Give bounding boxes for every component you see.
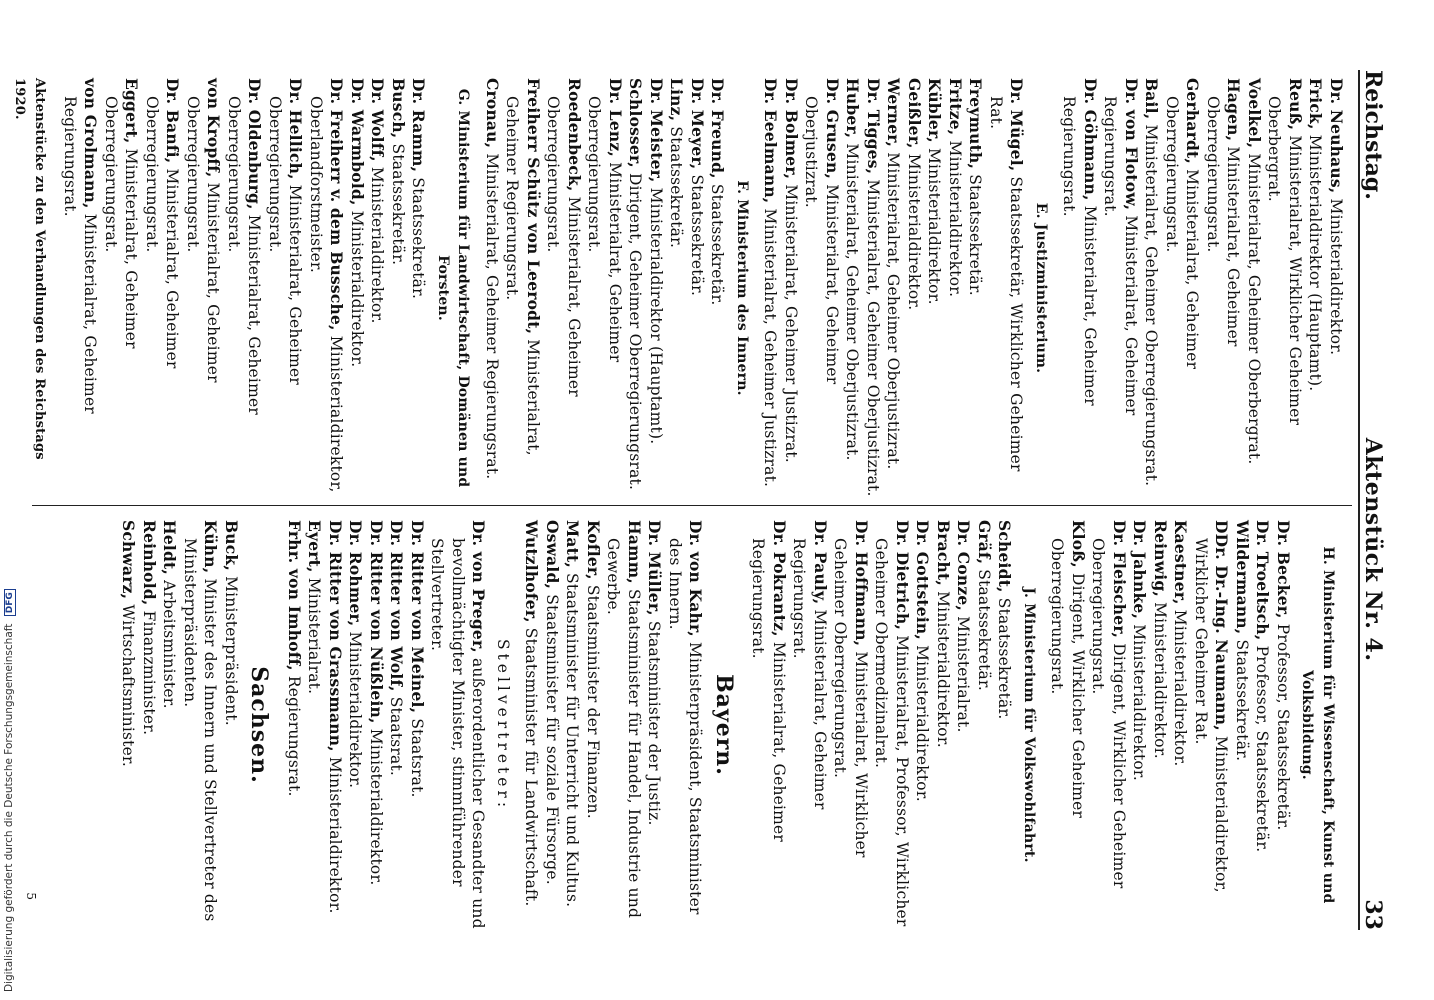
entry-name: Dr. Freiherr v. dem Bussche, [327,78,347,331]
entry-name: Dr. Jahnke, [1130,520,1150,620]
entry-title: Ministerialdirektor. [925,142,944,305]
list-entry [1141,78,1162,498]
list-entry [842,78,863,498]
entry-name: Dr. Ritter von Wolf, [387,520,407,692]
entry-title: Ministerpräsident, Staatsminister des Innern. [666,538,705,915]
entry-title: Staatssekretär, Wirklicher Geheimer Rat. [987,96,1026,472]
entry-title: Professor, Staatssekretär. [1253,640,1272,853]
bayern-list [521,520,706,930]
entry-title: Wirtschaftsminister. [119,599,138,768]
entry-name: Hamm, [625,520,644,584]
entry-name: Oswald, [543,520,562,590]
entry-title: Ministerialrat, Geheimer Oberregierungsrat. [143,96,182,369]
entry-title: Professor, Staatssekretär. [1274,618,1292,831]
entry-name: Bracht, [934,520,953,586]
entry-name: Schlosser, [626,78,646,168]
entry-name: Kübler, [925,78,945,143]
entry-name: Reinhold, [140,520,159,606]
list-entry [1305,78,1326,498]
entry-name: Frick, [1306,78,1326,130]
list-entry [665,520,706,930]
list-entry [118,520,139,930]
list-entry [871,520,912,930]
side-credit-strip [0,0,20,1000]
entry-title: Ministerialrat, Geheimer Oberregierungsrat. [544,96,583,397]
entry-name: Dr. Ritter von Meinel, [408,520,427,714]
entry-name: Wildermann, [1233,520,1252,635]
entry-title: Regierungsrat. [285,670,303,797]
entry-title: Staatsrat. [387,691,406,777]
entry-title: Staatssekretär. [1233,634,1251,762]
entry-title: Ministerialrat, Geheimer Oberjustizrat. [864,174,882,497]
entry-title: Ministerialdirektor. [946,135,964,298]
entry-name: Dr. Müller, [645,520,665,616]
list-entry [502,78,543,498]
list-entry [183,78,224,498]
entry-title: Ministerialdirektor. [1171,604,1190,767]
entry-title: Ministerialrat, Geheimer Regierungsrat. [790,538,829,810]
list-entry [543,78,584,498]
list-entry [304,520,325,930]
entry-title: Dirigent, Geheimer Oberregierungsrat. [626,167,645,491]
list-entry [388,78,409,498]
entry-name: Kloß, [1069,520,1088,568]
list-entry [221,520,242,930]
entry-name: Dr. Troeltsch, [1253,520,1273,641]
entry-title: Staatsminister der Justiz. [645,615,664,826]
entry-title: Ministerialdirektor (Hauptamt). [647,182,665,445]
entry-title: Ministerialrat, Geheimer Justizrat. [761,203,780,488]
list-entry [367,78,388,498]
entry-name: Schwarz, [119,520,139,600]
entry-title: Staatsminister für Landwirtschaft. [522,622,541,907]
left-intro-list [1059,78,1346,498]
entry-name: Dr. Freund, [708,78,728,179]
entry-name: Bail, [1142,78,1162,120]
entry-name: von Kropff, [204,78,224,178]
entry-name: Dr. Hoffmann, [852,520,871,647]
entry-name: Dr. Meister, [647,78,666,183]
entry-title: Ministerialdirektor. [326,751,344,914]
list-entry [562,520,583,930]
entry-name: Dr. Mügel, [1007,78,1027,172]
bayern-title: Bayern. [711,674,737,776]
entry-title: Ministerialrat, Geheimer Oberregierungsrat. [225,96,264,415]
entry-title: Dirigent, Wirklicher Geheimer Oberregierungsrat. [1089,538,1128,889]
entry-title: Ministerialrat, Geheimer Oberregierungsrat. [102,96,141,349]
list-entry [325,520,346,930]
entry-title: Ministerialrat, Wirklicher Geheimer Oberbergrat. [1265,96,1304,426]
entry-name: Dr. Dietrich, [893,520,912,631]
list-entry [1264,78,1305,498]
entry-name: Buck, [222,520,241,571]
list-entry [1191,520,1232,930]
entry-title: Ministerialrat, Professor, Wirklicher Geheimer Obermedizinalrat. [872,538,911,927]
entry-title: Finanzminister. [140,605,158,736]
entry-name: Voelkel, [1245,78,1264,149]
entry-name: Dr. Ramm, [409,78,429,173]
list-entry [1047,520,1088,930]
entry-name: Scheidt, [995,520,1015,593]
entry-name: Fritze, [946,78,965,136]
list-entry [224,78,265,498]
entry-name: Dr. Conze, [954,520,974,611]
entry-title: Ministerialrat. [954,610,973,733]
entry-title: Ministerialrat, Geheimer Justizrat. [782,179,800,463]
list-entry [974,520,995,930]
entry-name: Eggert, [122,78,142,144]
entry-title: Staatssekretär. [708,178,727,306]
entry-name: Freiherr Schütz von Leerodt, [524,78,543,335]
list-entry [986,78,1027,498]
entry-name: Dr. Pokrantz, [770,520,789,637]
entry-title: Ministerialrat, Geheimer Regierungsrat. [1060,96,1099,406]
entry-name: Dr. Wolff, [368,78,388,162]
right-column [118,520,1346,930]
entry-title: Ministerialdirektor. [1130,619,1149,781]
page-number: 33 [1360,899,1386,930]
left-column [9,78,1347,498]
sachsen-title: Sachsen. [246,666,273,784]
entry-name: Frhr. von Imhoff, [285,520,304,671]
entry-name: Dr. Meyer, [688,78,707,170]
entry-name: Dr. Grusen, [823,78,842,180]
list-entry [366,520,387,930]
entry-title: Staatsminister für Handel, Industrie und Gewerbe. [604,538,643,919]
entry-name: Dr. Bolmer, [782,78,801,180]
entry-name: Cronau, [483,78,502,149]
list-entry [482,78,503,498]
entry-name: Hagen, [1224,78,1244,142]
list-entry [707,78,728,498]
section-f-title: F. Ministerium des Innern. [734,180,750,396]
list-entry [139,520,160,930]
entry-name: Busch, [389,78,408,139]
entry-name: Dr. Neuhaus, [1327,78,1346,194]
footer-note: Aktenstücke zu den Verhandlungen des Reichstags 1920. [12,78,48,460]
entry-title: Ministerialdirektor. [368,161,387,324]
list-entry [347,78,368,498]
list-entry [760,78,781,498]
entry-title: Ministerialdirektor, Oberlandforstmeister. [307,96,346,493]
entry-name: Dr. Tigges, [864,78,883,175]
list-entry [781,78,802,498]
entry-name: Dr. Gottstein, [913,520,933,640]
sachsen-list [118,520,241,930]
entry-name: Linz, [667,78,687,122]
entry-title: Ministerialrat, Geheimer Regierungsrat. [749,538,788,843]
entry-title: Staatsminister der Finanzen. [584,579,602,819]
entry-name: Werner, [884,78,904,148]
list-entry [1129,520,1150,930]
entry-title: Staatsrat. [408,713,426,798]
list-entry [748,520,789,930]
list-entry [265,78,306,498]
entry-title: Ministerialdirektor. [346,626,365,789]
entry-title: Ministerialrat, Geheimer Oberjustizrat. [802,96,841,385]
entry-title: Ministerialrat, Geheimer Regierungsrat. [61,96,100,414]
entry-name: Wutzlhofer, [522,520,542,623]
entry-name: Eyert, [305,520,325,573]
entry-title: Ministerialdirektor. [367,723,385,886]
entry-name: Matt, [563,520,583,568]
side-credit [3,589,16,992]
entry-title: Ministerialdirektor. [913,639,932,802]
entry-name: Dr. Rohmer, [346,520,366,627]
entry-title: Ministerialrat, Geheimer Oberregierungsrat. [266,96,305,385]
entry-name: Roedenbeck, [565,78,584,192]
entry-title: Minister des Innern und Stellvertreter des Ministerpräsidenten. [181,538,220,922]
entry-title: Staatssekretär. [995,592,1014,720]
list-entry [407,520,428,930]
entry-title: Ministerialdirektor. [1151,596,1169,759]
entry-name: Geißler, [905,78,924,149]
entry-name: Dr. Banfi, [163,78,183,164]
entry-title: Arbeitsminister. [160,575,179,709]
entry-name: Gräf, [975,520,994,565]
entry-name: Dr. von Flotow, [1122,78,1141,211]
entry-title: Ministerialrat, Geheimer Oberjustizrat. [843,138,862,461]
entry-title: Staatssekretär. [688,169,706,297]
entry-title: Staatssekretär. [975,564,993,692]
list-entry [912,520,933,930]
list-entry [584,78,625,498]
entry-name: von Grolmann, [81,78,101,209]
section-e-list [760,78,1027,498]
section-j-title: J. Ministerium für Volkswohlfahrt. [1021,587,1037,863]
list-entry [159,520,180,930]
list-entry [345,520,366,930]
list-entry [687,78,708,498]
list-entry [644,520,665,930]
side-credit-text: Digitalisierung gefördert durch die Deutsche Forschungsgemeinschaft [3,623,15,992]
entry-name: Dr. Becker, [1274,520,1293,619]
list-entry [1232,520,1253,930]
entry-title: Ministerialrat, Geheimer Regierungsrat. [483,148,501,480]
section-f-list [482,78,728,498]
entry-name: Dr. Lenz, [606,78,625,158]
bayern-subhead: Stellvertreter: [494,638,512,812]
list-entry [60,78,101,498]
entry-name: Dr. Eeelmann, [761,78,781,204]
entry-title: Ministerialrat, Wirklicher Geheimer Oberregierungsrat. [831,538,870,858]
header-center: Aktenstück Nr. 4. [1360,437,1386,662]
list-entry [1252,520,1273,930]
entry-title: Ministerialrat, Geheimer Oberbergrat. [1245,148,1263,465]
list-entry [924,78,945,498]
list-entry [1273,520,1294,930]
list-entry [1326,78,1347,498]
list-entry [646,78,667,498]
entry-title: Ministerialrat, Geheimer Regierungsrat. [1101,96,1140,416]
entry-name: Dr. Ritter von Grassmann, [326,520,345,752]
header-left: Reichstag. [1360,70,1386,200]
list-entry [883,78,904,498]
entry-name: Dr. Fleischer, [1110,520,1129,639]
list-entry [180,520,221,930]
entry-title: Staatsminister für Unterricht und Kultus. [563,567,582,908]
list-entry [521,520,542,930]
entry-title: Ministerialrat, Geheimer Oberjustizrat. [884,147,903,470]
list-entry [1162,78,1203,498]
list-entry [666,78,687,498]
list-entry [1244,78,1265,498]
entry-name: Freymuth, [966,78,986,170]
list-entry [583,520,604,930]
list-entry [1100,78,1141,498]
list-entry [542,520,563,930]
list-entry [1170,520,1191,930]
list-entry [965,78,986,498]
entry-title: Staatssekretär. [667,121,686,249]
entry-title: Dirigent, Wirklicher Geheimer Oberregierungsrat. [1048,538,1087,819]
list-entry [1203,78,1244,498]
entry-name: Dr. Warmbold, [348,78,367,206]
list-entry [603,520,644,930]
list-entry [625,78,646,498]
entry-name: Dr. von Kahr, [686,520,706,637]
entry-title: Ministerialrat, Geheimer Oberregierungsrat. [1204,96,1243,347]
dfg-logo: DFG [4,589,16,616]
list-entry [945,78,966,498]
entry-title: Staatsminister für soziale Fürsorge. [543,589,561,885]
list-entry [1059,78,1100,498]
list-entry [1088,520,1129,930]
list-entry [142,78,183,498]
entry-name: Gerhardt, [1183,78,1203,164]
entry-title: außerordentlicher Gesandter und bevollmächtigter Minister, stimmführender Stellvertreter. [428,538,488,929]
list-entry [953,520,974,930]
section-h-title: H. Ministerium für Wissenschaft, Kunst und Volksbildung. [1299,546,1336,904]
list-entry [801,78,842,498]
entry-title: Ministerialrat, Geheimer Regierungsrat. [503,96,542,456]
entry-name: Dr. Ritter von Nüßlein, [367,520,386,724]
entry-title: Ministerialrat, Geheimer Oberregierungsrat. [1142,119,1161,487]
entry-title: Ministerialdirektor, Wirklicher Geheimer Rat. [1192,538,1231,893]
list-entry [284,520,305,930]
section-g-title: G. Ministerium für Landwirtschaft, Domänen und Forsten. [435,88,472,488]
entry-name: Huber, [843,78,863,139]
entry-name: DDr. Dr.-Ing. Naumann, [1212,520,1232,731]
entry-name: Dr. von Preger, [469,520,489,653]
entry-name: Dr. Göhmann, [1081,78,1100,201]
list-entry [830,520,871,930]
list-entry [386,520,407,930]
entry-title: Staatssekretär. [409,172,428,300]
list-entry [408,78,429,498]
entry-title: Ministerialrat, Geheimer Oberregierungsrat. [1163,96,1202,370]
list-entry [306,78,347,498]
entry-title: Ministerialdirektor. [934,585,952,748]
entry-name: Kaestner, [1171,520,1191,605]
entry-name: Reuß, [1286,78,1305,131]
entry-title: Ministerialdirektor. [348,205,366,368]
entry-title: Ministerialrat, Geheimer Oberregierungsrat. [585,96,624,363]
list-entry [933,520,954,930]
entry-title: Ministerialrat, Geheimer Oberregierungsrat. [184,96,223,383]
list-entry [789,520,830,930]
list-entry [863,78,884,498]
list-entry [101,78,142,498]
page-header [1358,70,1394,930]
bayern-deputies-list [284,520,489,930]
section-j-list [748,520,1015,930]
entry-name: Dr. Hellich, [286,78,306,180]
list-entry [994,520,1015,930]
list-entry [1150,520,1171,930]
section-h-list [1047,520,1293,930]
entry-name: Reinwig, [1151,520,1170,597]
entry-name: Kofler, [584,520,603,580]
entry-title: Ministerpräsident. [222,570,240,726]
section-e-title: E. Justizministerium. [1033,202,1049,374]
entry-title: Ministerialrat. [305,572,324,695]
entry-title: Ministerialdirektor (Hauptamt). [1306,129,1325,392]
section-g-list [60,78,429,498]
entry-name: Dr. Oldenburg, [245,78,265,210]
entry-title: Staatssekretär. [966,169,985,296]
entry-title: Staatssekretär. [389,138,407,266]
column-divider [32,505,1352,506]
entry-name: Dr. Pauly, [811,520,830,605]
entry-name: Heldt, [160,520,180,575]
entry-title: Ministerialdirektor. [1327,193,1345,356]
entry-title: Ministerialdirektor. [905,148,923,311]
bottom-page-marker: 5 [24,892,38,900]
list-entry [904,78,925,498]
entry-name: Kühn, [201,520,221,574]
list-entry [427,520,489,930]
